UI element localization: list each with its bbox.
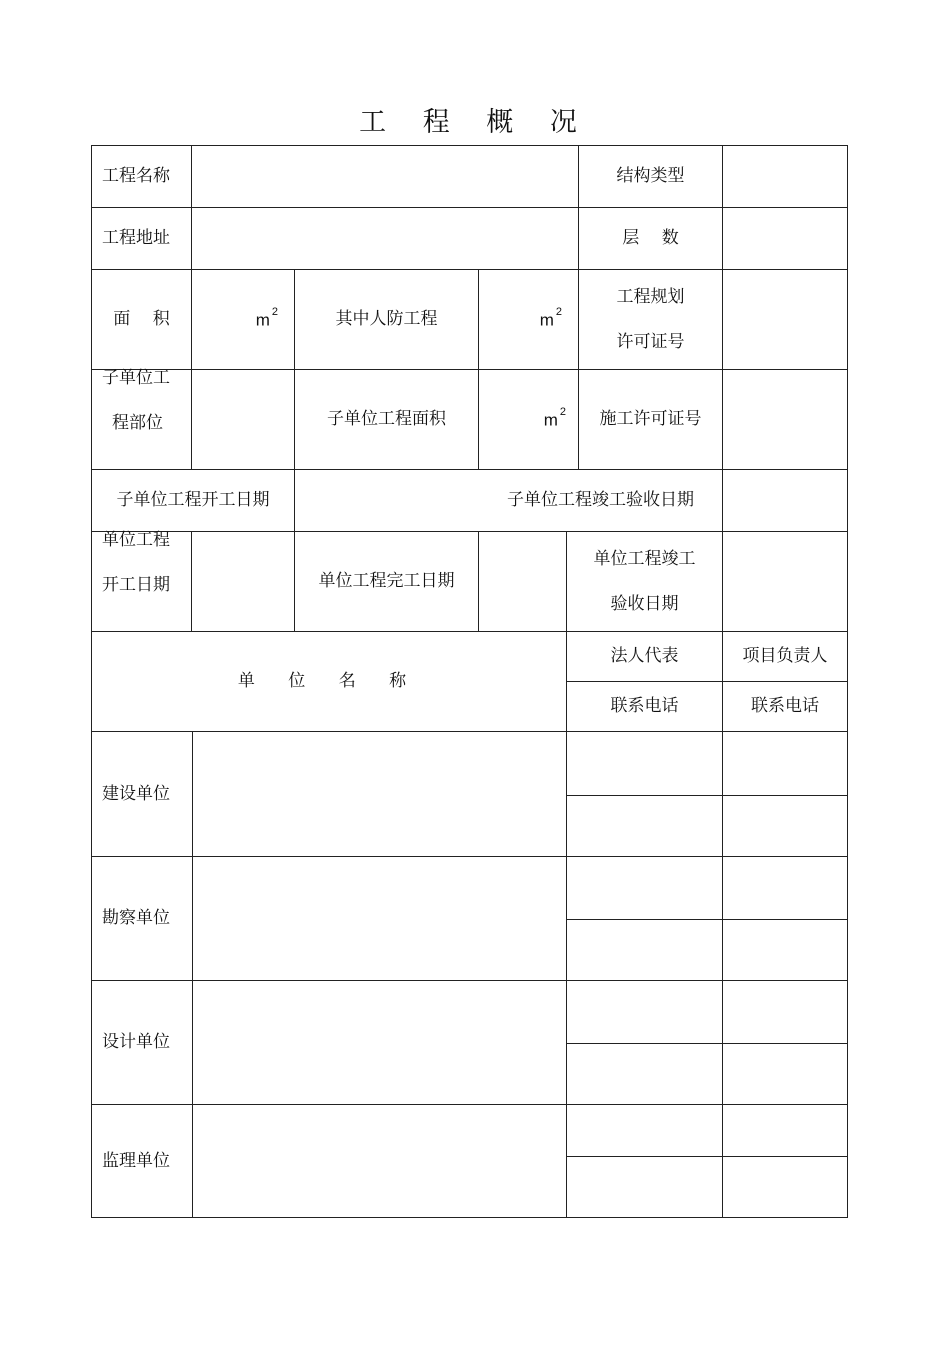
rule [566, 795, 848, 796]
label-survey: 勘察单位 [102, 908, 170, 928]
label-floors: 层 数 [622, 228, 679, 248]
sub-start-date-value[interactable] [295, 470, 478, 531]
project-address-value[interactable] [192, 208, 578, 269]
page-title: 工 程 概 况 [359, 107, 591, 138]
label-project-leader: 项目负责人 [742, 646, 828, 666]
rule [566, 1043, 848, 1044]
label-project-address: 工程地址 [102, 228, 170, 248]
rule [566, 919, 848, 920]
construction-permit-value[interactable] [723, 370, 847, 469]
supervision-name-value[interactable] [193, 1105, 566, 1217]
label-structure-type: 结构类型 [616, 166, 685, 186]
label-civil-defense: 其中人防工程 [335, 309, 438, 329]
label-contact-phone-2: 联系电话 [751, 696, 819, 716]
label-contact-phone-1: 联系电话 [610, 696, 679, 716]
label-sub-acceptance-date: 子单位工程竣工验收日期 [507, 490, 694, 510]
area-unit[interactable] [192, 270, 294, 369]
label-unit-name: 单 位 名 称 [237, 671, 421, 691]
unit-acceptance-value[interactable] [723, 532, 847, 631]
label-builder: 建设单位 [102, 783, 170, 804]
sub-area-unit-label: m $^2$ [543, 405, 566, 430]
label-construction-permit: 施工许可证号 [599, 409, 702, 429]
unit-acceptance-line2: 验收日期 [610, 593, 679, 614]
planning-permit-line2: 许可证号 [616, 331, 685, 352]
design-name-value[interactable] [193, 981, 566, 1104]
sub-part-line1: 子单位工 [102, 368, 170, 388]
label-unit-finish-date: 单位工程完工日期 [318, 571, 455, 591]
floors-value[interactable] [723, 208, 847, 269]
sub-part-line2: 程部位 [112, 413, 163, 433]
label-unit-acceptance [567, 532, 722, 631]
unit-finish-date-value[interactable] [479, 532, 566, 631]
builder-name-value[interactable] [193, 732, 566, 856]
area-unit-label: m $^2$ [255, 305, 278, 330]
rule [566, 1156, 848, 1157]
label-unit-start [92, 532, 191, 631]
rule [847, 145, 848, 1218]
planning-permit-line1: 工程规划 [616, 286, 685, 307]
project-name-value[interactable] [192, 146, 578, 207]
civil-defense-unit-label: m $^2$ [539, 305, 562, 330]
structure-type-value[interactable] [723, 146, 847, 207]
rule [91, 1217, 848, 1218]
label-design: 设计单位 [102, 1032, 170, 1052]
label-planning-permit [579, 270, 722, 369]
survey-name-value[interactable] [193, 857, 566, 980]
planning-permit-value[interactable] [723, 270, 847, 369]
label-legal-rep: 法人代表 [610, 646, 679, 666]
label-area: 面 积 [113, 309, 170, 329]
label-supervision: 监理单位 [102, 1150, 170, 1171]
label-sub-area: 子单位工程面积 [327, 409, 446, 429]
sub-area-unit[interactable] [479, 370, 578, 469]
label-sub-start-date: 子单位工程开工日期 [116, 490, 270, 510]
unit-start-line1: 单位工程 [102, 530, 170, 550]
label-sub-part [92, 370, 191, 469]
unit-start-value[interactable] [192, 532, 294, 631]
sub-part-value[interactable] [192, 370, 294, 469]
unit-acceptance-line1: 单位工程竣工 [593, 548, 696, 569]
sub-acceptance-date-value[interactable] [723, 470, 847, 531]
label-project-name: 工程名称 [102, 166, 170, 186]
unit-start-line2: 开工日期 [102, 575, 170, 595]
civil-defense-unit[interactable] [479, 270, 578, 369]
